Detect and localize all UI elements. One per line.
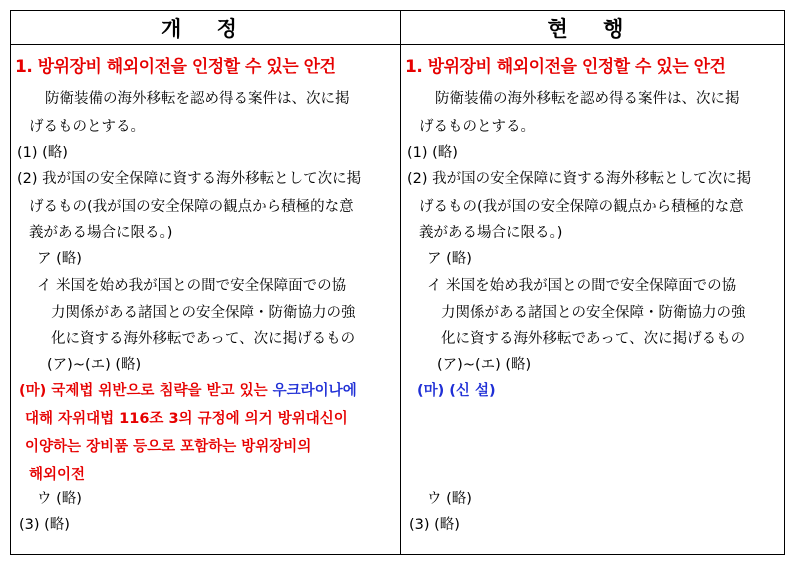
- item-1: (1) (略): [17, 145, 68, 161]
- intro-line: げるものとする。: [29, 119, 145, 135]
- header-current: 현 행: [401, 11, 784, 45]
- subitem-a: ア (略): [427, 251, 472, 267]
- subitem-a-to-e: (ア)~(エ) (略): [437, 357, 532, 373]
- section-title: 1. 방위장비 해외이전을 인정할 수 있는 안건: [15, 57, 336, 77]
- item-2-line: げるもの(我が国の安全保障の観点から積極的な意: [29, 199, 354, 215]
- column-divider: [400, 11, 401, 554]
- header-revised: 개 정: [11, 11, 401, 45]
- new-item-text-blue: 우크라이나에: [272, 383, 357, 399]
- new-item-line: 해외이전: [29, 467, 86, 483]
- item-2-line: 義がある場合に限る。): [29, 225, 173, 241]
- subitem-i-line: 化に資する海外移転であって、次に掲げるもの: [441, 331, 746, 347]
- subitem-u: ウ (略): [37, 491, 82, 507]
- new-item-text-red: (마) 국제법 위반으로 침략을 받고 있는: [19, 383, 273, 399]
- item-2-line: げるもの(我が国の安全保障の観点から積極的な意: [419, 199, 744, 215]
- intro-line: 防衛装備の海外移転を認め得る案件は、次に掲: [435, 91, 740, 107]
- new-item-line: 이양하는 장비품 등으로 포함하는 방위장비의: [25, 439, 312, 455]
- comparison-table: [10, 10, 785, 555]
- subitem-a: ア (略): [37, 251, 82, 267]
- new-item-line: [19, 381, 357, 401]
- item-2-line: (2) 我が国の安全保障に資する海外移転として次に掲: [407, 171, 752, 187]
- subitem-a-to-e: (ア)~(エ) (略): [47, 357, 142, 373]
- subitem-i-line: 力関係がある諸国との安全保障・防衛協力の強: [51, 305, 356, 321]
- subitem-u: ウ (略): [427, 491, 472, 507]
- intro-line: げるものとする。: [419, 119, 535, 135]
- subitem-i-line: イ 米国を始め我が国との間で安全保障面での協: [37, 278, 347, 294]
- item-2-line: (2) 我が国の安全保障に資する海外移転として次に掲: [17, 171, 362, 187]
- intro-line: 防衛装備の海外移転を認め得る案件は、次に掲: [45, 91, 350, 107]
- subitem-i-line: イ 米国を始め我が国との間で安全保障面での協: [427, 278, 737, 294]
- new-item-placeholder: (마) (신 설): [417, 383, 496, 399]
- subitem-i-line: 力関係がある諸国との安全保障・防衛協力の強: [441, 305, 746, 321]
- item-3: (3) (略): [19, 517, 70, 533]
- new-item-line: 대해 자위대법 116조 3의 규정에 의거 방위대신이: [25, 411, 348, 427]
- subitem-i-line: 化に資する海外移転であって、次に掲げるもの: [51, 331, 356, 347]
- item-3: (3) (略): [409, 517, 460, 533]
- section-title: 1. 방위장비 해외이전을 인정할 수 있는 안건: [405, 57, 726, 77]
- item-2-line: 義がある場合に限る。): [419, 225, 563, 241]
- item-1: (1) (略): [407, 145, 458, 161]
